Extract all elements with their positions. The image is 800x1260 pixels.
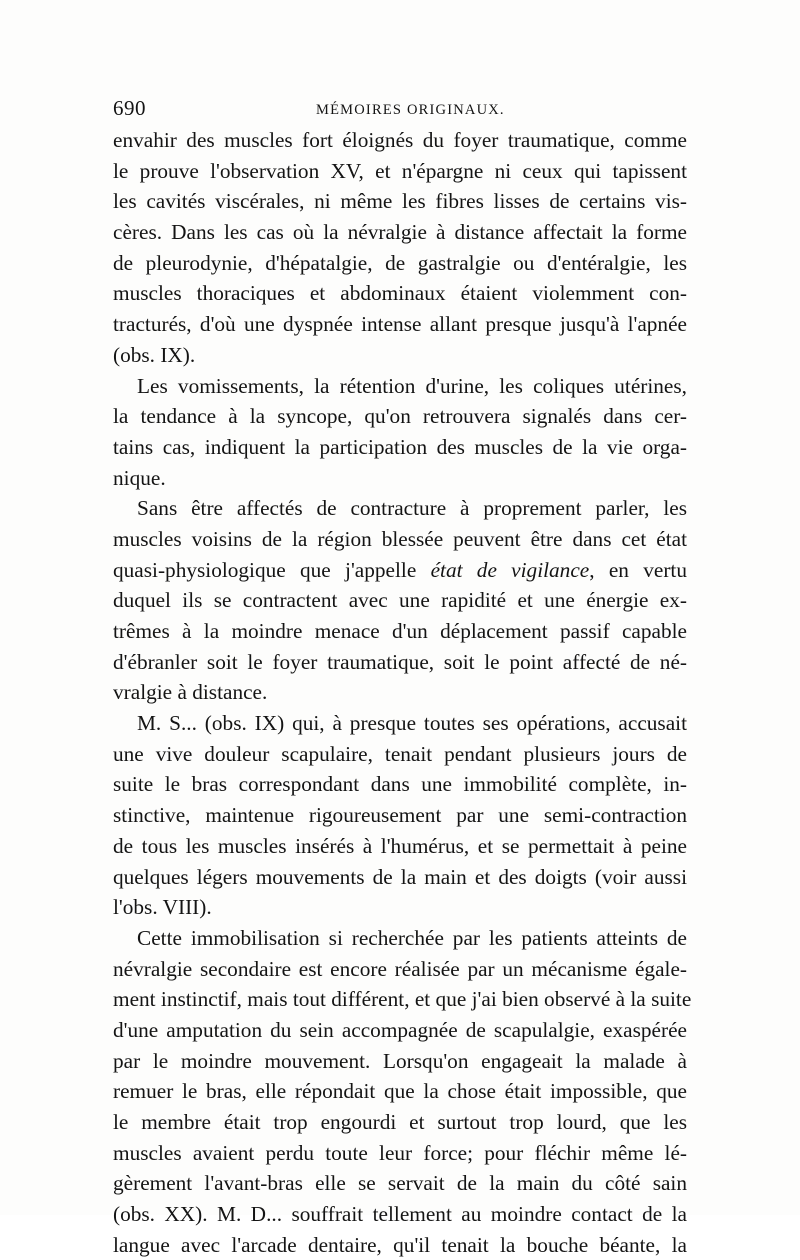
text-line: remuer le bras, elle répondait que la chose était impossible, que [113,1079,687,1104]
text-line-with-italic [113,555,687,586]
text-line: la tendance à la syncope, qu'on retrouvera signalés dans cer- [113,404,687,429]
text-line: d'une amputation du sein accompagnée de scapulalgie, exaspérée [113,1017,687,1042]
paragraph-1 [113,125,687,371]
text-line: gèrement l'avant-bras elle se servait de la main du côté sain [113,1171,687,1196]
text-line: Les vomissements, la rétention d'urine, les coliques utérines, [137,373,687,398]
text-line: envahir des muscles fort éloignés du foyer traumatique, comme [113,128,687,152]
text-line: Sans être affectés de contracture à proprement parler, les [137,496,687,521]
text-line: d'ébranler soit le foyer traumatique, soit le point affecté de né- [113,649,687,674]
running-title: MÉMOIRES ORIGINAUX. [316,102,505,118]
text-line: duquel ils se contractent avec une rapidité et une énergie ex- [113,588,687,613]
text-line: les cavités viscérales, ni même les fibres lisses de certains vis- [113,189,687,214]
text-line: tains cas, indiquent la participation des muscles de la vie orga- [113,434,687,459]
text-line: muscles thoraciques et abdominaux étaient violemment con- [113,281,687,306]
text-line: (obs. XX). M. D... souffrait tellement au moindre contact de la [113,1202,687,1227]
text-line: stinctive, maintenue rigoureusement par une semi-contraction [113,803,687,828]
text-line: M. S... (obs. IX) qui, à presque toutes ses opérations, accusait [137,711,687,736]
page-number: 690 [113,96,146,120]
text-line: le prouve l'observation XV, et n'épargne ni ceux qui tapissent [113,158,687,183]
text-line: muscles voisins de la région blessée peuvent être dans cet état [113,526,687,551]
text-line: une vive douleur scapulaire, tenait pendant plusieurs jours de [113,741,687,766]
body-text [113,125,692,1260]
paragraph-4 [113,708,687,923]
text-line: ment instinctif, mais tout différent, et que j'ai bien observé à la suite [113,987,692,1012]
text-line: de pleurodynie, d'hépatalgie, de gastralgie ou d'entéralgie, les [113,250,687,275]
text-line: langue avec l'arcade dentaire, qu'il tenait la bouche béante, la [113,1232,687,1257]
text-line: le membre était trop engourdi et surtout trop lourd, que les [113,1110,687,1134]
paragraph-3 [113,493,687,708]
text-line: quelques légers mouvements de la main et des doigts (voir aussi [113,864,687,889]
text-line: muscles avaient perdu toute leur force; pour fléchir même lé- [113,1140,687,1165]
text-line: de tous les muscles insérés à l'humérus, et se permettait à peine [113,833,687,858]
text-line: nique. [113,465,166,490]
text-line: trêmes à la moindre menace d'un déplacement passif capable [113,619,687,643]
running-head [113,96,687,126]
text-line: cères. Dans les cas où la névralgie à distance affectait la forme [113,220,687,245]
paragraph-2 [113,371,687,494]
text-line: l'obs. VIII). [113,895,212,920]
text-segment: quasi-physiologique que j'appelle [113,557,431,582]
text-line: par le moindre mouvement. Lorsqu'on engageait la malade à [113,1048,687,1073]
text-line: vralgie à distance. [113,680,268,705]
text-line: Cette immobilisation si recherchée par les patients atteints de [137,925,687,950]
text-line: névralgie secondaire est encore réalisée par un mécanisme égale- [113,956,687,981]
text-line: suite le bras correspondant dans une immobilité complète, in- [113,772,687,797]
paragraph-5 [113,923,692,1260]
italic-term: état de vigilance [430,557,590,582]
text-segment: , en vertu [589,557,687,582]
text-line: tracturés, d'où une dyspnée intense allant presque jusqu'à l'apnée [113,312,687,337]
text-line: (obs. IX). [113,342,196,367]
